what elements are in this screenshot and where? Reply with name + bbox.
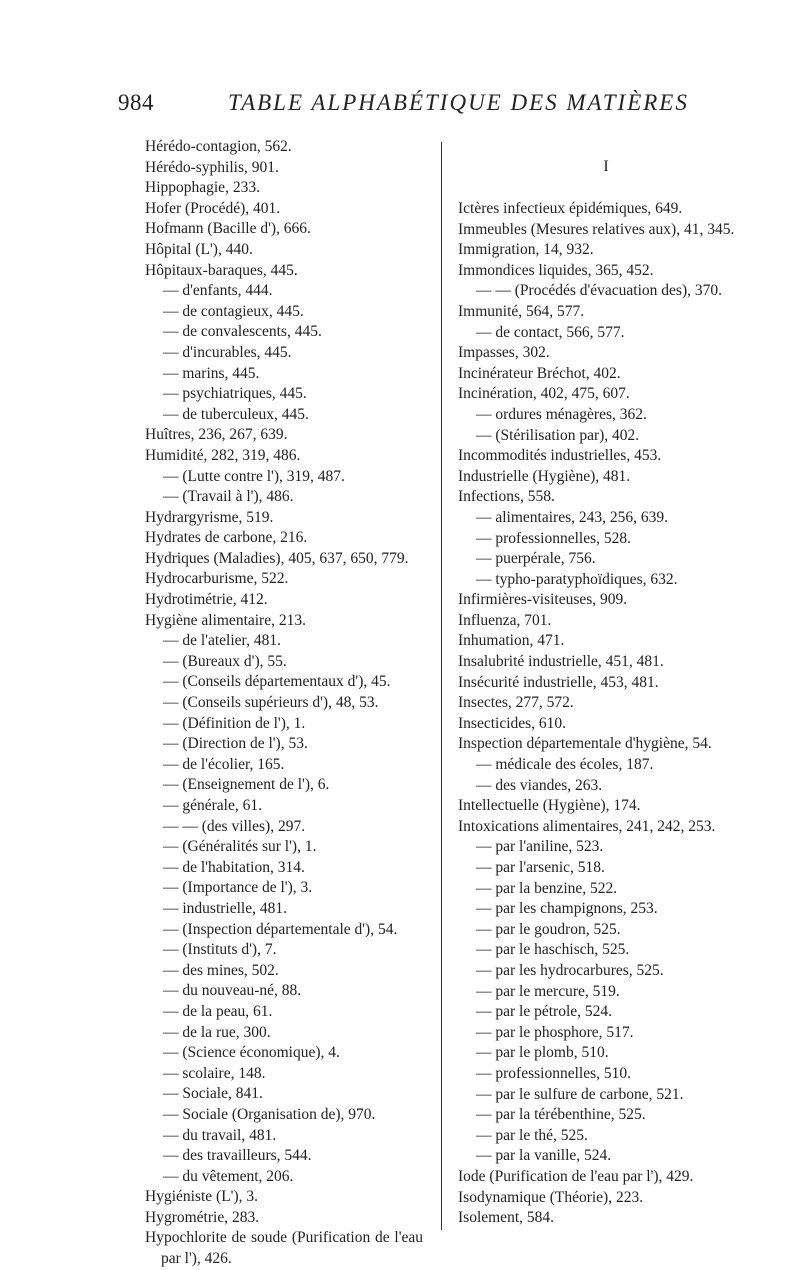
index-entry: Ictères infectieux épidémiques, 649. [458,200,683,217]
index-entry: Hygiéniste (L'), 3. [145,1188,258,1206]
index-subentry: — Sociale, 841. [163,1085,263,1103]
index-entry: Impasses, 302. [458,344,550,362]
index-subentry: — d'enfants, 444. [163,282,273,300]
index-subentry: — par le mercure, 519. [476,982,620,1000]
index-entry: Incommodités industrielles, 453. [458,447,662,465]
index-entry: Hérédo-contagion, 562. [145,138,292,155]
index-entry: Hôpitaux-baraques, 445. [145,261,298,279]
index-entry: Immeubles (Mesures relatives aux), 41, 345. [458,220,735,238]
index-subentry: — de l'écolier, 165. [163,755,285,773]
index-subentry: — de tuberculeux, 445. [163,405,309,423]
running-title: TABLE ALPHABÉTIQUE DES MATIÈRES [228,90,689,115]
index-entry: Immigration, 14, 932. [458,241,594,259]
index-subentry: — (Stérilisation par), 402. [476,426,640,444]
index-subentry: — puerpérale, 756. [476,550,596,568]
index-subentry: — du travail, 481. [163,1126,277,1144]
index-column-left [145,137,423,1270]
index-subentry: — par l'arsenic, 518. [476,859,605,876]
index-subentry: — par le plomb, 510. [476,1044,609,1062]
index-subentry: — (Importance de l'), 3. [163,879,313,897]
index-entry: Immondices liquides, 365, 452. [458,261,654,279]
index-subentry: — Sociale (Organisation de), 970. [163,1105,376,1123]
page-header [0,90,801,122]
index-entry: Insalubrité industrielle, 451, 481. [458,653,664,671]
index-subentry: — (Bureaux d'), 55. [163,652,287,670]
index-entry: Hérédo-syphilis, 901. [145,158,279,176]
index-entry: Infections, 558. [458,488,555,506]
index-entry: Insectes, 277, 572. [458,694,574,712]
index-subentry: — alimentaires, 243, 256, 639. [476,508,668,526]
index-entry: Hydrates de carbone, 216. [145,529,308,547]
index-entry: Hygrométrie, 283. [145,1208,260,1226]
index-subentry: — du vêtement, 206. [163,1167,294,1185]
index-entry: Influenza, 701. [458,611,552,629]
index-subentry: — psychiatriques, 445. [163,385,307,403]
index-entry: Humidité, 282, 319, 486. [145,446,301,464]
index-entry: Hofer (Procédé), 401. [145,199,281,217]
index-subentry: — par le goudron, 525. [476,920,621,938]
index-entry: Inspection départementale d'hygiène, 54. [458,735,712,753]
index-entry: Hofmann (Bacille d'), 666. [145,220,311,238]
index-column-right [458,137,754,1229]
index-entry: Hydrotimétrie, 412. [145,591,268,609]
index-subentry: — par la térébenthine, 525. [476,1106,646,1124]
index-subentry: — par le pétrole, 524. [476,1003,613,1021]
index-entry: Hydrargyrisme, 519. [145,508,274,526]
index-subentry: — de contagieux, 445. [163,302,304,320]
index-subentry: — par le sulfure de carbone, 521. [476,1085,684,1103]
index-entry: Hôpital (L'), 440. [145,240,253,258]
index-subentry: — par les champignons, 253. [476,900,658,918]
index-entry: Isodynamique (Théorie), 223. [458,1188,644,1206]
index-entry: Hydriques (Maladies), 405, 637, 650, 779. [145,549,409,567]
index-subentry: — par le phosphore, 517. [476,1023,634,1041]
index-subentry: — — (Procédés d'évacuation des), 370. [476,282,722,300]
index-subentry: — de l'atelier, 481. [163,632,281,650]
index-entry: Infirmières-visiteuses, 909. [458,591,628,609]
index-subentry: — de convalescents, 445. [163,323,322,341]
index-subentry: — ordures ménagères, 362. [476,405,647,423]
index-entry: Incinération, 402, 475, 607. [458,385,630,403]
index-entry: Hippophagie, 233. [145,179,260,197]
index-entry: Industrielle (Hygiène), 481. [458,467,631,485]
index-subentry: — médicale des écoles, 187. [476,756,654,774]
index-subentry: — industrielle, 481. [163,899,287,917]
index-subentry: — (Enseignement de l'), 6. [163,776,330,794]
index-subentry: — par le thé, 525. [476,1126,588,1144]
index-subentry: — générale, 61. [163,797,262,814]
index-subentry: — scolaire, 148. [163,1064,266,1082]
index-subentry: — des viandes, 263. [476,776,603,794]
index-subentry: — (Conseils supérieurs d'), 48, 53. [163,694,379,712]
page-number: 984 [118,90,154,115]
index-entry: Hypochlorite de soude (Purification de l'eau par l'), 426. [145,1229,423,1268]
index-subentry: — (Définition de l'), 1. [163,714,306,732]
index-entry: Inhumation, 471. [458,632,565,650]
index-entry: Hydrocarburisme, 522. [145,570,289,588]
index-subentry: — (Lutte contre l'), 319, 487. [163,467,345,485]
index-entry: Intellectuelle (Hygiène), 174. [458,797,641,815]
index-subentry: — (Conseils départementaux d'), 45. [163,673,391,691]
section-letter: I [603,158,609,175]
index-entry: Isolement, 584. [458,1209,554,1227]
index-subentry: — par la vanille, 524. [476,1147,612,1165]
index-subentry: — par la benzine, 522. [476,879,618,897]
index-subentry: — typho-paratyphoïdiques, 632. [476,570,678,588]
index-subentry: — professionnelles, 510. [476,1064,631,1082]
index-entry: Huîtres, 236, 267, 639. [145,426,288,444]
index-subentry: — de la rue, 300. [163,1023,271,1041]
index-subentry: — par les hydrocarbures, 525. [476,961,664,979]
index-subentry: — (Science économique), 4. [163,1044,340,1062]
index-subentry: — (Travail à l'), 486. [163,488,294,506]
index-entry: Insecticides, 610. [458,714,567,732]
index-subentry: — professionnelles, 528. [476,529,631,547]
index-entry: Hygiène alimentaire, 213. [145,611,306,629]
index-entry: Incinérateur Bréchot, 402. [458,364,621,382]
index-entry: Immunité, 564, 577. [458,302,585,320]
index-subentry: — marins, 445. [163,364,260,382]
index-subentry: — (Généralités sur l'), 1. [163,838,317,856]
index-subentry: — par l'aniline, 523. [476,838,604,856]
index-subentry: — (Inspection départementale d'), 54. [163,920,398,938]
index-subentry: — par le haschisch, 525. [476,941,630,959]
index-entry: Intoxications alimentaires, 241, 242, 253. [458,817,716,835]
index-subentry: — de la peau, 61. [163,1002,273,1020]
index-subentry: — de l'habitation, 314. [163,858,305,876]
index-subentry: — (Instituts d'), 7. [163,941,277,959]
index-subentry: — d'incurables, 445. [163,343,292,361]
column-divider [441,142,442,1230]
index-subentry: — — (des villes), 297. [163,817,306,835]
index-subentry: — de contact, 566, 577. [476,323,625,341]
index-entry: Iode (Purification de l'eau par l'), 429. [458,1167,694,1185]
index-entry: Insécurité industrielle, 453, 481. [458,673,659,691]
index-subentry: — du nouveau-né, 88. [163,982,302,1000]
index-subentry: — des travailleurs, 544. [163,1147,312,1165]
index-subentry: — (Direction de l'), 53. [163,735,308,753]
index-subentry: — des mines, 502. [163,961,279,979]
